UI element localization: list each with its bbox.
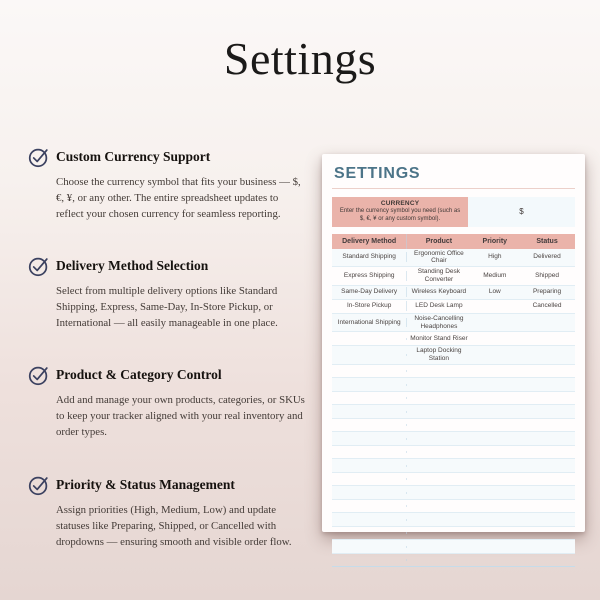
empty-row [332,378,575,392]
table-row [332,249,575,268]
cell-status: Cancelled [532,302,562,310]
empty-cell [407,532,470,534]
cell-priority: Low [488,288,501,296]
check-circle-icon [28,475,49,496]
cell-delivery-method: Standard Shipping [332,252,407,262]
empty-cell [332,559,407,561]
empty-cell [407,546,470,548]
empty-cell [332,519,407,521]
currency-label: CURRENCY [380,200,420,207]
empty-cell [519,478,575,480]
page-title: Settings [223,33,377,84]
empty-cell [471,411,520,413]
empty-cell [471,384,520,386]
empty-cell [332,411,407,413]
feature-description: Add and manage your own products, categories, or SKUs to keep your tracker aligned with your real inventory and order types. [56,394,305,439]
empty-cell [519,370,575,372]
cell-delivery-method [332,354,407,356]
empty-cell [471,546,520,548]
empty-row [332,459,575,473]
cell-product: Standing Desk Converter [417,268,461,283]
settings-sheet-card [322,154,585,532]
cell-product: Wireless Keyboard [411,288,467,296]
cell-product: Ergonomic Office Chair [414,249,464,265]
empty-cell [471,505,520,507]
empty-cell [519,532,575,534]
empty-cell [407,438,470,440]
empty-cell [471,492,520,494]
cell-product: Noise-Cancelling Headphones [414,314,464,330]
empty-cell [407,519,470,521]
table-row [332,286,575,300]
table-row [332,332,575,346]
cell-status: Delivered [533,253,561,261]
feature-description: Choose the currency symbol that fits your business — $, €, ¥, or any other. The entire spreadsheet updates to reflect your chosen currency for seamless reporting. [56,176,301,221]
empty-row [332,540,575,554]
feature-description: Assign priorities (High, Medium, Low) and update statuses like Preparing, Shipped, or Cancelled with dropdowns — ensuring smooth and visible order flow. [56,504,292,549]
empty-cell [519,397,575,399]
empty-cell [332,465,407,467]
table-header-row [332,234,575,249]
header-status: Status [536,237,558,245]
empty-cell [407,478,470,480]
currency-value-input[interactable]: $ [468,197,575,227]
table-row [332,346,575,365]
empty-cell [519,465,575,467]
empty-cell [519,411,575,413]
empty-cell [519,546,575,548]
empty-cell [519,424,575,426]
empty-cell [407,384,470,386]
cell-product: Laptop Docking Station [416,347,462,363]
header-delivery-method: Delivery Method [332,234,407,249]
settings-table [332,234,575,568]
check-circle-icon [28,256,49,277]
empty-cell [332,438,407,440]
cell-delivery-method: Same-Day Delivery [332,287,407,297]
cell-status [519,322,575,324]
empty-cell [471,451,520,453]
empty-cell [471,438,520,440]
cell-priority [471,305,520,307]
empty-row [332,392,575,406]
empty-cell [332,397,407,399]
empty-cell [471,532,520,534]
empty-cell [471,397,520,399]
empty-cell [407,465,470,467]
header-product: Product [425,237,453,245]
empty-row [332,432,575,446]
cell-product: LED Desk Lamp [415,302,463,310]
check-circle-icon [28,147,49,168]
currency-setting-row [332,197,575,227]
cell-status [519,338,575,340]
feature-title: Priority & Status Management [56,477,235,492]
empty-cell [332,505,407,507]
cell-status: Shipped [535,272,559,280]
empty-cell [407,424,470,426]
empty-row [332,405,575,419]
feature-title: Custom Currency Support [56,149,211,164]
check-circle-icon [28,365,49,386]
empty-cell [471,370,520,372]
empty-cell [332,532,407,534]
feature-title: Delivery Method Selection [56,258,209,273]
empty-cell [407,397,470,399]
empty-row [332,419,575,433]
cell-priority: Medium [483,272,507,280]
cell-delivery-method: International Shipping [332,318,407,328]
empty-cell [407,505,470,507]
empty-row [332,500,575,514]
currency-description: Enter the currency symbol you need (such as $, €, ¥ or any custom symbol). [339,208,461,222]
empty-cell [407,451,470,453]
cell-status: Preparing [532,288,562,296]
cell-priority: High [488,253,502,261]
table-body [332,249,575,568]
empty-cell [471,519,520,521]
empty-cell [519,519,575,521]
cell-priority [471,354,520,356]
empty-row [332,527,575,541]
empty-cell [519,492,575,494]
cell-priority [471,338,520,340]
table-row [332,314,575,333]
feature-title: Product & Category Control [56,367,222,382]
sheet-title: SETTINGS [332,163,575,189]
empty-row [332,554,575,568]
empty-cell [332,370,407,372]
cell-delivery-method: In-Store Pickup [332,301,407,311]
cell-delivery-method [332,338,407,340]
feature-delivery-method [28,257,316,332]
empty-row [332,513,575,527]
empty-cell [332,424,407,426]
empty-cell [471,559,520,561]
empty-cell [332,546,407,548]
empty-cell [519,384,575,386]
currency-label-box [332,197,468,227]
cell-delivery-method: Express Shipping [332,271,407,281]
empty-row [332,446,575,460]
feature-priority-status [28,476,316,551]
cell-product: Monitor Stand Riser [410,334,468,342]
table-row [332,300,575,314]
empty-cell [332,478,407,480]
feature-custom-currency [28,148,316,223]
empty-cell [407,559,470,561]
empty-cell [407,411,470,413]
empty-cell [519,505,575,507]
empty-cell [519,438,575,440]
empty-cell [332,492,407,494]
empty-cell [519,451,575,453]
header-priority: Priority [482,237,508,245]
empty-cell [471,465,520,467]
feature-description: Select from multiple delivery options like Standard Shipping, Express, Same-Day, In-Store Pickup, or International — all easily manageable in one place. [56,285,278,330]
empty-cell [332,384,407,386]
cell-priority [471,322,520,324]
empty-cell [519,559,575,561]
empty-cell [407,370,470,372]
empty-row [332,473,575,487]
table-row [332,267,575,286]
empty-cell [332,451,407,453]
cell-status [519,354,575,356]
empty-cell [471,478,520,480]
empty-row [332,365,575,379]
empty-cell [407,492,470,494]
empty-cell [471,424,520,426]
empty-row [332,486,575,500]
feature-product-category [28,366,316,441]
